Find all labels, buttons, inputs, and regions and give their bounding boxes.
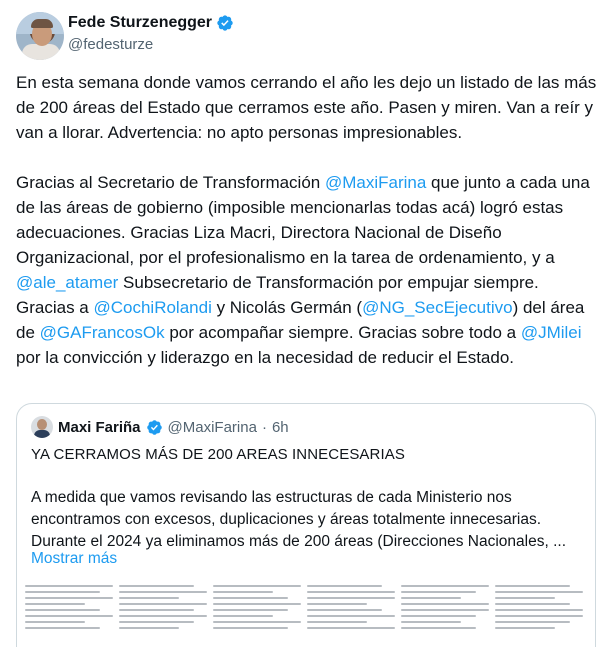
text-segment: Gracias al Secretario de Transformación [16, 173, 325, 192]
quoted-tweet-title: YA CERRAMOS MÁS DE 200 AREAS INNECESARIAS [31, 446, 405, 463]
mention-jmilei[interactable]: @JMilei [520, 323, 582, 342]
text-segment: por acompañar siempre. Gracias sobre todo a [164, 323, 521, 342]
tweet-text [16, 70, 601, 370]
verified-badge-icon [146, 419, 163, 436]
author-display-name[interactable]: Fede Sturzenegger [68, 14, 213, 31]
quoted-tweet-card[interactable] [16, 403, 596, 647]
quoted-tweet-header [31, 416, 289, 438]
text-segment: que junto a cada una de las áreas de gobierno (imposible mencionarlas todas acá) logró estas adecuaciones. Gracias Liza Macri, Directora Nacional de Diseño Organizacional, por el profesionalismo en la tarea de ordenamiento, y a [16, 173, 590, 267]
text-segment: por la convicción y liderazgo en la necesidad de reducir el Estado. [16, 348, 515, 367]
quoted-author-avatar[interactable] [31, 416, 53, 438]
document-image-preview[interactable] [17, 579, 596, 647]
quoted-author-display-name[interactable]: Maxi Fariña [58, 418, 141, 436]
text-segment: ) del área de [16, 298, 585, 342]
quoted-tweet-time[interactable]: 6h [271, 418, 289, 436]
quoted-author-handle[interactable]: @MaxiFarina [167, 418, 257, 436]
show-more-link[interactable]: Mostrar más [31, 550, 118, 567]
quoted-tweet-body: A medida que vamos revisando las estructuras de cada Ministerio nos encontramos con excesos, duplicaciones y áreas totalmente innecesarias. Durante el 2024 ya eliminamos más de 200 áreas (Direcciones Nacionales, ... [31, 489, 567, 550]
document-column [119, 581, 211, 632]
document-column [213, 581, 305, 632]
tweet-paragraph-2 [16, 170, 601, 370]
text-segment: Subsecretario de Transformación por empujar siempre. Gracias a [16, 273, 539, 317]
author-avatar[interactable] [16, 12, 64, 60]
mention-gafrancosok[interactable]: @GAFrancosOk [39, 323, 165, 342]
tweet-header [16, 12, 596, 60]
mention-ng-secejecutivo[interactable]: @NG_SecEjecutivo [362, 298, 513, 317]
document-column [307, 581, 399, 632]
author-name-row [68, 14, 234, 32]
document-column [401, 581, 493, 632]
mention-maxifarina[interactable]: @MaxiFarina [324, 173, 427, 192]
text-segment: y Nicolás Germán ( [211, 298, 363, 317]
mention-ale-atamer[interactable]: @ale_atamer [16, 273, 119, 292]
document-column [495, 581, 587, 632]
dot-separator: · [261, 418, 267, 436]
mention-cochirolandi[interactable]: @CochiRolandi [93, 298, 212, 317]
verified-badge-icon [216, 14, 234, 32]
tweet-paragraph-1: En esta semana donde vamos cerrando el año les dejo un listado de las más de 200 áreas del Estado que cerramos este año. Pasen y miren. Van a reír y van a llorar. Advertencia: no apto personas impresionables. [16, 73, 597, 142]
author-handle[interactable]: @fedesturze [68, 36, 154, 53]
document-column [25, 581, 117, 632]
